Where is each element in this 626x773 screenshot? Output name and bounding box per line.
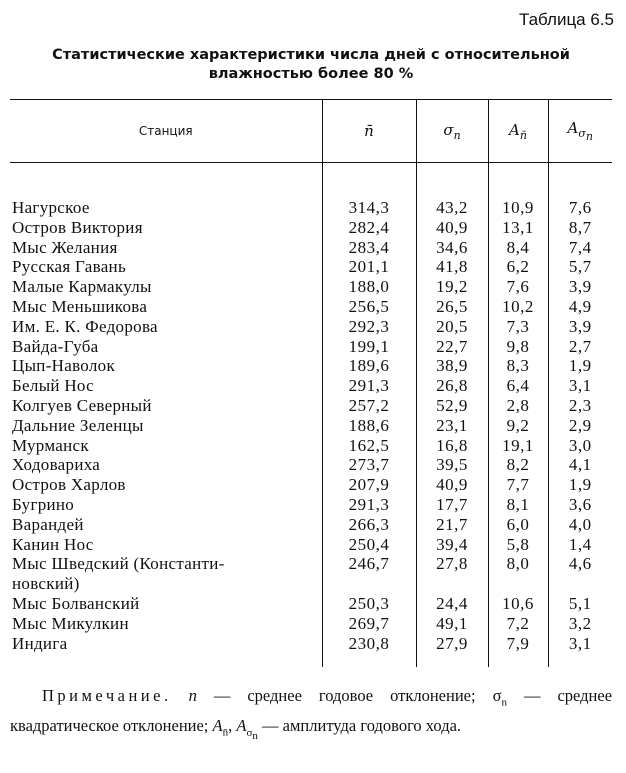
value-cell: 7,3 — [488, 317, 548, 337]
table-number-label: Таблица 6.5 — [518, 10, 614, 29]
value-cell: 283,4 — [322, 238, 416, 258]
station-name-cell: Вайда-Губа — [12, 336, 99, 356]
station-name-cell: Мыс Шведский (Константи- — [12, 554, 225, 574]
value-cell: 3,9 — [548, 277, 612, 297]
value-cell: 199,1 — [322, 337, 416, 357]
value-cell: 10,6 — [488, 594, 548, 614]
value-cell: 230,8 — [322, 634, 416, 668]
value-cell: 3,9 — [548, 317, 612, 337]
table-row — [10, 356, 612, 376]
station-name-cell: Малые Кармакулы — [12, 277, 152, 297]
value-cell: 4,6 — [548, 554, 612, 574]
value-cell: 9,8 — [488, 337, 548, 357]
value-cell: 3,0 — [548, 436, 612, 456]
value-cell: 7,9 — [488, 634, 548, 668]
value-cell: 26,5 — [416, 297, 488, 317]
table-row — [10, 594, 612, 614]
station-name-cell: Бугрино — [12, 494, 75, 514]
value-cell: 1,9 — [548, 475, 612, 495]
value-cell: 8,3 — [488, 356, 548, 376]
station-name-cell: Канин Нос — [12, 534, 94, 554]
station-name-cell: Колгуев Северный — [12, 395, 152, 415]
table-spacer-row — [10, 163, 612, 199]
value-cell: 5,7 — [548, 257, 612, 277]
value-cell: 7,4 — [548, 238, 612, 258]
value-cell: 3,1 — [548, 376, 612, 396]
value-cell: 19,1 — [488, 436, 548, 456]
value-cell: 291,3 — [322, 495, 416, 515]
station-humidity-table — [10, 99, 612, 667]
value-cell: 1,9 — [548, 356, 612, 376]
value-cell: 38,9 — [416, 356, 488, 376]
value-cell: 282,4 — [322, 218, 416, 238]
value-cell: 5,8 — [488, 535, 548, 555]
value-cell — [488, 574, 548, 594]
value-cell: 26,8 — [416, 376, 488, 396]
table-row — [10, 554, 612, 574]
value-cell: 24,4 — [416, 594, 488, 614]
value-cell: 7,7 — [488, 475, 548, 495]
station-name-cell: Мыс Микулкин — [12, 613, 129, 633]
value-cell: 6,0 — [488, 515, 548, 535]
value-cell: 269,7 — [322, 614, 416, 634]
value-cell: 292,3 — [322, 317, 416, 337]
value-cell: 7,6 — [548, 198, 612, 218]
value-cell: 3,1 — [548, 634, 612, 668]
table-row — [10, 515, 612, 535]
value-cell: 250,4 — [322, 535, 416, 555]
table-row — [10, 396, 612, 416]
station-name-cell: Индига — [12, 633, 68, 653]
column-header-amplitude-n: $A_{n̄}$ — [488, 100, 548, 163]
station-name-cell: Цып-Наволок — [12, 356, 116, 376]
footnote-text-mean: — среднее годовое отклонение; — [213, 686, 476, 705]
station-name-cell: новский) — [12, 574, 80, 594]
table-header-row — [10, 100, 612, 163]
table-row — [10, 495, 612, 515]
value-cell: 291,3 — [322, 376, 416, 396]
table-title — [10, 46, 612, 84]
table-row — [10, 436, 612, 456]
value-cell: 49,1 — [416, 614, 488, 634]
value-cell: 39,5 — [416, 455, 488, 475]
table-row — [10, 376, 612, 396]
value-cell: 19,2 — [416, 277, 488, 297]
column-header-sigma-n: $\sigma_n$ — [416, 100, 488, 163]
value-cell: 250,3 — [322, 594, 416, 614]
station-name-cell: Остров Виктория — [12, 217, 143, 237]
column-header-amplitude-sigma: $A_{\sigma_n}$ — [548, 100, 612, 163]
value-cell: 34,6 — [416, 238, 488, 258]
value-cell: 7,2 — [488, 614, 548, 634]
table-row — [10, 535, 612, 555]
value-cell: 22,7 — [416, 337, 488, 357]
table-row — [10, 198, 612, 218]
value-cell: 314,3 — [322, 198, 416, 218]
value-cell: 23,1 — [416, 416, 488, 436]
table-body — [10, 163, 612, 668]
table-row — [10, 634, 612, 668]
value-cell: 21,7 — [416, 515, 488, 535]
table-title-line-2: влажностью более 80 % — [208, 66, 414, 82]
station-name-cell: Остров Харлов — [12, 475, 126, 495]
table-row — [10, 455, 612, 475]
value-cell: 3,2 — [548, 614, 612, 634]
station-name-cell: Им. Е. К. Федорова — [12, 316, 158, 336]
value-cell: 273,7 — [322, 455, 416, 475]
station-name-cell: Русская Гавань — [12, 257, 127, 277]
table-row — [10, 218, 612, 238]
value-cell: 4,1 — [548, 455, 612, 475]
station-name-cell: Мыс Желания — [12, 237, 118, 257]
value-cell: 207,9 — [322, 475, 416, 495]
value-cell: 188,6 — [322, 416, 416, 436]
value-cell: 5,1 — [548, 594, 612, 614]
value-cell: 2,8 — [488, 396, 548, 416]
value-cell: 8,1 — [488, 495, 548, 515]
value-cell — [416, 574, 488, 594]
table-row — [10, 337, 612, 357]
value-cell: 266,3 — [322, 515, 416, 535]
station-name-cell: Дальние Зеленцы — [12, 415, 144, 435]
table-row — [10, 614, 612, 634]
value-cell: 4,0 — [548, 515, 612, 535]
table-row — [10, 238, 612, 258]
value-cell: 189,6 — [322, 356, 416, 376]
value-cell: 8,7 — [548, 218, 612, 238]
value-cell: 6,4 — [488, 376, 548, 396]
value-cell: 246,7 — [322, 554, 416, 574]
mean-n-symbol: n̄ — [364, 122, 374, 140]
value-cell: 2,9 — [548, 416, 612, 436]
value-cell: 27,8 — [416, 554, 488, 574]
value-cell: 7,6 — [488, 277, 548, 297]
footnote-text-sigma: — среднее квадратическое отклонение; — [10, 686, 613, 736]
table-title-line-1: Статистические характеристики числа дней с относительной — [52, 47, 570, 63]
table-row — [10, 475, 612, 495]
footnote-text-amplitude: — амплитуда годового хода. — [262, 716, 462, 736]
value-cell: 9,2 — [488, 416, 548, 436]
value-cell: 10,2 — [488, 297, 548, 317]
station-name-cell: Варандей — [12, 514, 84, 534]
station-name-cell: Нагурское — [12, 198, 90, 217]
value-cell: 52,9 — [416, 396, 488, 416]
value-cell — [548, 574, 612, 594]
station-name-cell: Белый Нос — [12, 376, 95, 396]
station-name-cell: Мыс Болванский — [12, 593, 140, 613]
value-cell: 41,8 — [416, 257, 488, 277]
table-row — [10, 297, 612, 317]
value-cell: 10,9 — [488, 198, 548, 218]
value-cell: 8,0 — [488, 554, 548, 574]
footnote-label: Примечание. — [42, 686, 172, 705]
value-cell: 27,9 — [416, 634, 488, 668]
value-cell: 256,5 — [322, 297, 416, 317]
value-cell: 43,2 — [416, 198, 488, 218]
table-row — [10, 574, 612, 594]
value-cell: 3,6 — [548, 495, 612, 515]
table-row — [10, 416, 612, 436]
value-cell: 40,9 — [416, 475, 488, 495]
value-cell: 17,7 — [416, 495, 488, 515]
value-cell: 1,4 — [548, 535, 612, 555]
station-name-cell: Ходовариха — [12, 455, 101, 475]
value-cell — [322, 574, 416, 594]
value-cell: 2,3 — [548, 396, 612, 416]
value-cell: 188,0 — [322, 277, 416, 297]
column-header-station: Станция — [10, 100, 322, 163]
value-cell: 162,5 — [322, 436, 416, 456]
data-table-container — [10, 99, 612, 667]
value-cell: 2,7 — [548, 337, 612, 357]
table-row — [10, 257, 612, 277]
value-cell: 13,1 — [488, 218, 548, 238]
column-header-mean-n — [322, 100, 416, 163]
value-cell: 257,2 — [322, 396, 416, 416]
table-row — [10, 277, 612, 297]
station-name-cell: Мыс Меньшикова — [12, 296, 148, 316]
table-row — [10, 317, 612, 337]
value-cell: 8,2 — [488, 455, 548, 475]
value-cell: 40,9 — [416, 218, 488, 238]
station-name-cell: Мурманск — [12, 435, 89, 455]
value-cell: 4,9 — [548, 297, 612, 317]
value-cell: 6,2 — [488, 257, 548, 277]
value-cell: 16,8 — [416, 436, 488, 456]
table-footnote: Примечание. n — среднее годовое отклонение; $\sigma_n$ — среднее квадратическое отклонение; $A_{n̄}$, $A_{\sigma_n}$ — амплитуда годового хода. — [10, 686, 613, 742]
value-cell: 20,5 — [416, 317, 488, 337]
value-cell: 39,4 — [416, 535, 488, 555]
value-cell: 8,4 — [488, 238, 548, 258]
value-cell: 201,1 — [322, 257, 416, 277]
